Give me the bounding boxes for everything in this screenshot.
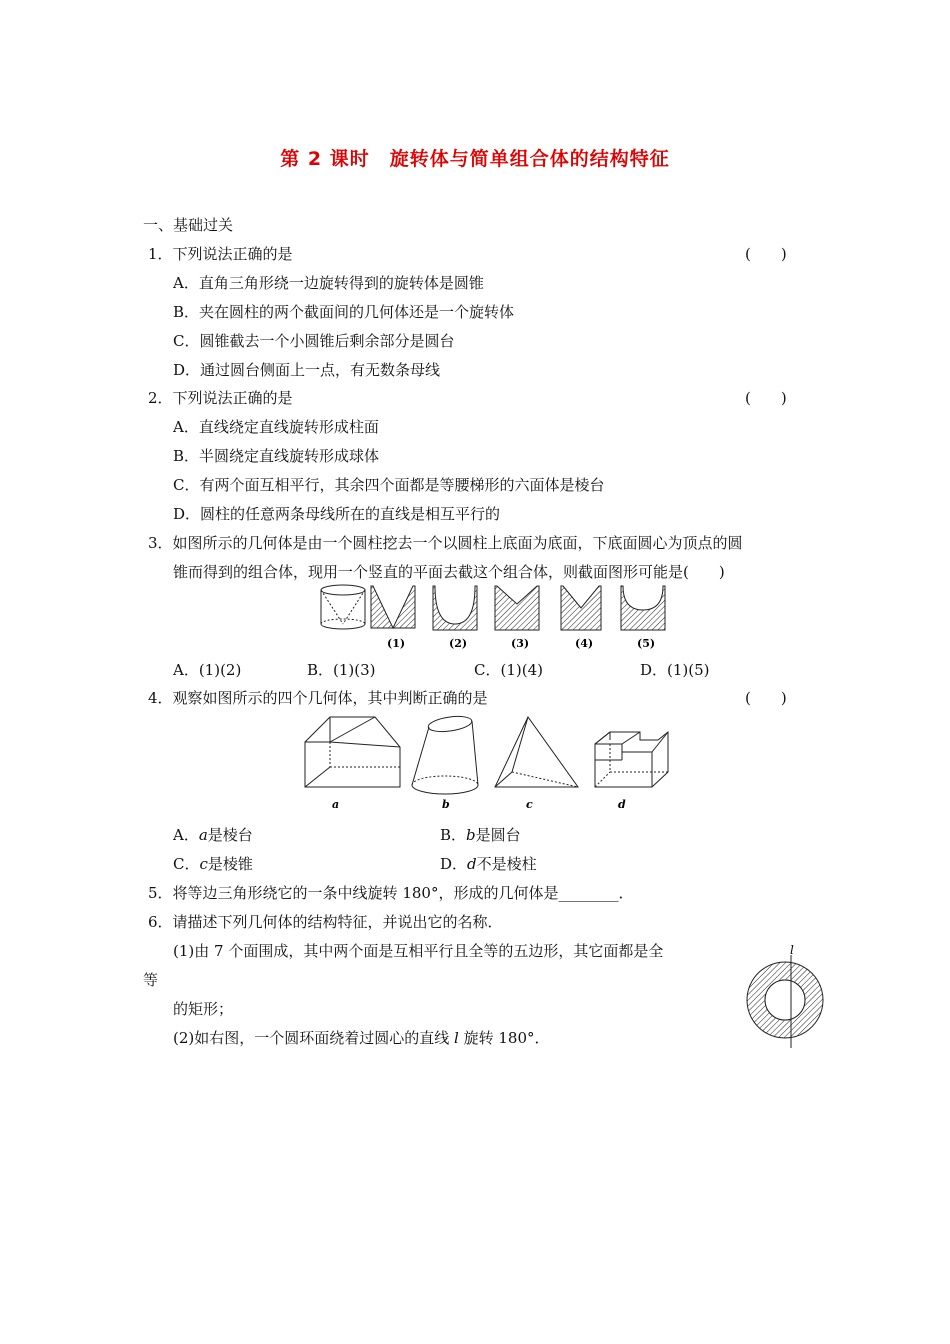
q2-answer-paren: ( ): [745, 389, 787, 407]
q2-option-b: B．半圆绕定直线旋转形成球体: [173, 447, 380, 465]
q5-stem: 5．将等边三角形绕它的一条中线旋转 180°，形成的几何体是________．: [148, 884, 634, 902]
q4-option-c: C．c是棱锥: [173, 855, 253, 873]
solid-d-figure: [595, 732, 668, 787]
q3-figure: [315, 582, 675, 654]
q4-option-d: D．d不是棱柱: [440, 855, 537, 873]
section-4-shape: [561, 586, 601, 630]
q3-option-a: A．(1)(2): [173, 661, 242, 679]
solid-b-figure: [412, 714, 478, 794]
q1-stem: 1．下列说法正确的是: [148, 245, 293, 263]
q3-option-b: B．(1)(3): [307, 661, 376, 679]
q3-fig-label-5: (5): [637, 637, 656, 650]
q4-option-a: A．a是棱台: [173, 826, 253, 844]
q3-stem-line2: 锥而得到的组合体，现用一个竖直的平面去截这个组合体，则截面图形可能是( ): [173, 563, 725, 581]
q4-stem: 4．观察如图所示的四个几何体，其中判断正确的是: [148, 689, 488, 707]
q4-answer-paren: ( ): [745, 689, 787, 707]
q4-fig-label-d: d: [618, 798, 626, 811]
q3-fig-label-1: (1): [387, 637, 406, 650]
solid-a-figure: [305, 717, 400, 787]
q4-option-b: B．b是圆台: [440, 826, 521, 844]
annulus-figure: [740, 940, 830, 1050]
section-1-shape: [371, 586, 415, 628]
q1-option-d: D．通过圆台侧面上一点，有无数条母线: [173, 361, 441, 379]
q3-fig-label-2: (2): [449, 637, 468, 650]
q6-stem: 6．请描述下列几何体的结构特征，并说出它的名称．: [148, 913, 503, 931]
q4-fig-label-c: c: [526, 798, 533, 811]
cylinder-with-cone-figure: [321, 585, 365, 629]
q3-option-d: D．(1)(5): [640, 661, 710, 679]
q4-fig-label-a: a: [332, 798, 340, 811]
axis-l-label: l: [790, 943, 794, 957]
q3-stem-line1: 3．如图所示的几何体是由一个圆柱挖去一个以圆柱上底面为底面，下底面圆心为顶点的圆: [148, 534, 743, 552]
q6-part1-line2: 等: [143, 971, 159, 989]
page-title: 第 2 课时 旋转体与简单组合体的结构特征: [280, 148, 670, 170]
section-5-shape: [621, 586, 665, 630]
q3-fig-label-4: (4): [575, 637, 594, 650]
q6-part1-line3: 的矩形；: [173, 1000, 234, 1018]
q1-option-b: B．夹在圆柱的两个截面间的几何体还是一个旋转体: [173, 303, 515, 321]
section-2-shape: [433, 586, 477, 630]
q3-option-c: C．(1)(4): [474, 661, 543, 679]
q4-fig-label-b: b: [442, 798, 450, 811]
q2-option-d: D．圆柱的任意两条母线所在的直线是相互平行的: [173, 505, 501, 523]
solid-c-figure: [495, 717, 578, 787]
q1-option-a: A．直角三角形绕一边旋转得到的旋转体是圆锥: [173, 274, 484, 292]
q6-part1-line1: (1)由 7 个面围成，其中两个面是互相平行且全等的五边形，其它面都是全: [173, 942, 664, 960]
q2-stem: 2．下列说法正确的是: [148, 389, 293, 407]
section-3-shape: [495, 586, 539, 630]
q3-fig-label-3: (3): [511, 637, 530, 650]
q4-figure: [300, 712, 675, 817]
q1-option-c: C．圆锥截去一个小圆锥后剩余部分是圆台: [173, 332, 455, 350]
q2-option-c: C．有两个面互相平行，其余四个面都是等腰梯形的六面体是棱台: [173, 476, 605, 494]
section-heading: 一、基础过关: [143, 216, 234, 234]
q6-part2: (2)如右图，一个圆环面绕着过圆心的直线 l 旋转 180°．: [173, 1029, 550, 1047]
q1-answer-paren: ( ): [745, 245, 787, 263]
q2-option-a: A．直线绕定直线旋转形成柱面: [173, 418, 379, 436]
